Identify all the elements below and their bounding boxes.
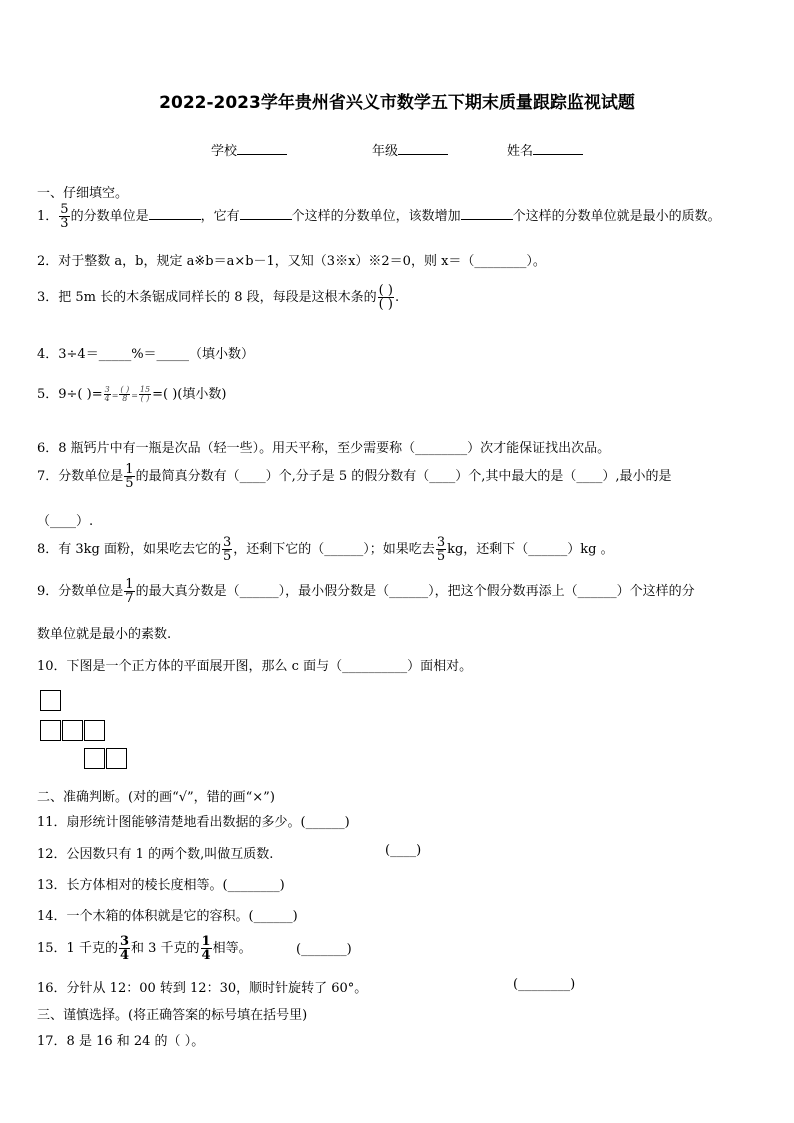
question-9-cont: 数单位就是最小的素数. bbox=[37, 627, 172, 642]
question-17: 17．8 是 16 和 24 的（ ）。 bbox=[37, 1034, 205, 1049]
q15-text-1: 15．1 千克的 bbox=[37, 941, 118, 956]
name-field bbox=[507, 140, 583, 159]
name-blank[interactable] bbox=[533, 140, 583, 155]
net-face-c bbox=[62, 720, 83, 741]
q3-text-1: 3．把 5m 长的木条锯成同样长的 8 段，每段是这根木条的 bbox=[37, 290, 377, 305]
question-11: 11．扇形统计图能够清楚地看出数据的多少。(______) bbox=[37, 815, 350, 830]
q1-fraction bbox=[59, 203, 69, 230]
page-title: 2022-2023学年贵州省兴义市数学五下期末质量跟踪监视试题 bbox=[159, 93, 635, 113]
net-face-d bbox=[84, 720, 105, 741]
question-1 bbox=[37, 203, 721, 230]
q9-text-1: 9．分数单位是 bbox=[37, 584, 124, 599]
q8-f1-numerator: 3 bbox=[223, 535, 232, 550]
grade-field bbox=[372, 140, 448, 159]
q5-f3-numerator: 15 bbox=[139, 385, 151, 394]
question-5 bbox=[37, 383, 226, 403]
grade-label: 年级 bbox=[372, 144, 399, 159]
q3-numerator: ( ) bbox=[378, 283, 393, 298]
q5-f1-numerator: 3 bbox=[104, 385, 110, 394]
question-16: 16．分针从 12：00 转到 12：30，顺时针旋转了 60°。 bbox=[37, 981, 368, 996]
q3-fraction[interactable] bbox=[378, 284, 394, 311]
q9-text-2: 的最大真分数是（______），最小假分数是（______），把这个假分数再添上（______）个这样的分 bbox=[135, 584, 695, 599]
q8-text-3: kg，还剩下（______）kg 。 bbox=[447, 542, 614, 557]
question-7 bbox=[37, 463, 672, 490]
q1-text-4: 个这样的分数单位就是最小的质数。 bbox=[512, 209, 721, 224]
q8-text-1: 8．有 3kg 面粉，如果吃去它的 bbox=[37, 542, 222, 557]
q7-numerator: 1 bbox=[125, 462, 134, 477]
q9-numerator: 1 bbox=[125, 577, 134, 592]
school-label: 学校 bbox=[211, 144, 238, 159]
q8-text-2: ，还剩下它的（______）；如果吃去 bbox=[233, 542, 435, 557]
question-8 bbox=[37, 536, 614, 563]
q1-blank-2[interactable] bbox=[240, 205, 292, 220]
q1-blank-3[interactable] bbox=[461, 205, 513, 220]
q1-text-1: 的分数单位是 bbox=[70, 209, 149, 224]
question-15 bbox=[37, 935, 252, 962]
net-face-e bbox=[84, 748, 105, 769]
question-12 bbox=[37, 843, 273, 862]
q8-f2-denominator: 5 bbox=[436, 549, 446, 564]
q8-f1-denominator: 5 bbox=[223, 549, 232, 564]
q5-f2-denominator: 8 bbox=[119, 394, 130, 403]
q5-text-2: =( )(填小数) bbox=[152, 387, 227, 402]
q5-equals-1: = bbox=[111, 391, 119, 400]
q1-numerator: 5 bbox=[60, 202, 69, 217]
net-face-f bbox=[106, 748, 127, 769]
question-2: 2．对于整数 a，b，规定 a※b＝a×b－1，又知（3※x）※2＝0，则 x＝（________）。 bbox=[37, 254, 546, 269]
q5-f2-numerator: ( ) bbox=[120, 385, 130, 394]
q9-fraction bbox=[124, 578, 134, 605]
q15-blank[interactable]: (_______) bbox=[296, 942, 352, 957]
q15-f1-numerator: 3 bbox=[119, 934, 129, 949]
q5-f1-denominator: 4 bbox=[104, 394, 110, 403]
q1-text-2: ，它有 bbox=[200, 209, 240, 224]
section-2-heading: 二、准确判断。(对的画“√”，错的画“×”) bbox=[37, 790, 275, 805]
net-face-b bbox=[40, 720, 61, 741]
name-label: 姓名 bbox=[507, 144, 534, 159]
q5-equals-2: = bbox=[131, 391, 138, 400]
question-13: 13．长方体相对的棱长度相等。(________) bbox=[37, 878, 285, 893]
school-field bbox=[211, 140, 287, 159]
q7-denominator: 5 bbox=[125, 476, 134, 491]
q1-blank-1[interactable] bbox=[149, 205, 201, 220]
question-9 bbox=[37, 578, 695, 605]
net-face-a bbox=[40, 690, 61, 711]
question-10: 10．下图是一个正方体的平面展开图，那么 c 面与（__________）面相对。 bbox=[37, 659, 473, 674]
q7-fraction bbox=[124, 463, 134, 490]
q3-text-2: . bbox=[394, 290, 400, 305]
q15-f1-denominator: 4 bbox=[119, 948, 129, 963]
q5-f3-denominator: ( ) bbox=[140, 394, 150, 403]
q3-denominator: ( ) bbox=[378, 297, 393, 312]
grade-blank[interactable] bbox=[398, 140, 448, 155]
q1-denominator: 3 bbox=[60, 216, 69, 231]
q5-text-1: 5．9÷( )= bbox=[37, 387, 103, 402]
q8-fraction-1 bbox=[222, 536, 232, 563]
q7-text-1: 7．分数单位是 bbox=[37, 469, 124, 484]
section-1-heading: 一、仔细填空。 bbox=[37, 186, 129, 201]
question-14: 14．一个木箱的体积就是它的容积。(______) bbox=[37, 909, 298, 924]
section-3-heading: 三、谨慎选择。(将正确答案的标号填在括号里) bbox=[37, 1008, 308, 1023]
q15-fraction-1 bbox=[119, 935, 130, 962]
q12-text: 12．公因数只有 1 的两个数,叫做互质数. bbox=[37, 847, 274, 862]
q15-fraction-2 bbox=[201, 935, 212, 962]
q15-f2-numerator: 1 bbox=[201, 934, 211, 949]
q15-text-3: 相等。 bbox=[212, 941, 252, 956]
q5-fraction-3[interactable] bbox=[139, 386, 151, 403]
q8-f2-numerator: 3 bbox=[436, 535, 446, 550]
q15-f2-denominator: 4 bbox=[201, 948, 211, 963]
q5-fraction-1 bbox=[104, 386, 111, 403]
q12-blank[interactable]: (____) bbox=[385, 843, 422, 858]
school-blank[interactable] bbox=[237, 140, 287, 155]
q7-text-2: 的最简真分数有（____）个,分子是 5 的假分数有（____）个,其中最大的是（____）,最小的是 bbox=[135, 469, 672, 484]
question-6: 6．8 瓶钙片中有一瓶是次品（轻一些）。用天平称，至少需要称（________）次才能保证找出次品。 bbox=[37, 441, 611, 456]
q1-number: 1． bbox=[37, 209, 59, 224]
question-3 bbox=[37, 284, 399, 311]
question-7-cont: （____）. bbox=[37, 514, 94, 529]
q8-fraction-2 bbox=[436, 536, 446, 563]
q5-fraction-2[interactable] bbox=[119, 386, 130, 403]
q1-text-3: 个这样的分数单位，该数增加 bbox=[291, 209, 461, 224]
q15-text-2: 和 3 千克的 bbox=[131, 941, 200, 956]
question-4: 4．3÷4＝_____%＝_____（填小数） bbox=[37, 347, 255, 362]
q16-blank[interactable]: (________) bbox=[513, 977, 576, 992]
q9-denominator: 7 bbox=[125, 591, 134, 606]
